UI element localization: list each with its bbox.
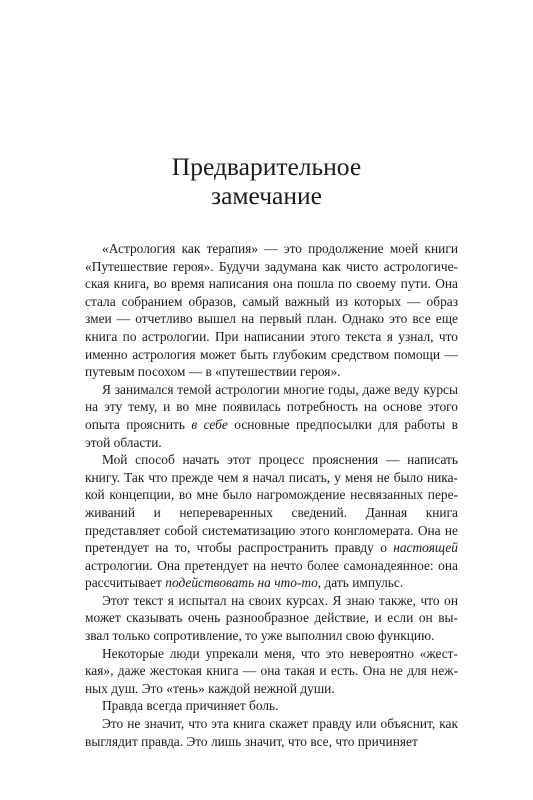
paragraph — [85, 381, 458, 451]
chapter-title-line-2: замечание — [211, 181, 322, 210]
paragraph — [85, 645, 458, 698]
text-run: астрологии. Она претендует на нечто более самонадеянное: она рассчитывает — [85, 557, 458, 591]
text-run: Правда всегда причиняет боль. — [102, 698, 279, 714]
text-run: Я занимался темой астрологии многие годы, даже веду курсы на эту тему, и во мне появилась потребность на основе этого опыта прояснить — [85, 381, 458, 432]
paragraph — [85, 715, 458, 750]
paragraph — [85, 697, 458, 715]
paragraph — [85, 592, 458, 645]
text-run: «Астрология как терапия» — это продолжение моей книги «Путешествие героя». Будучи задумана как чисто астрологическая книга, во время написания она пошла по своему пути. Она стала собранием образов, самый важный из которых — образ змеи — отчетливо вышел на первый план. Однако это все еще книга по астрологии. При написании этого текста я узнал, что именно астрология может быть глубоким средством помощи — путевым посохом — в «путешествии героя». — [85, 241, 458, 380]
text-run: основные предпосылки для работы в этой области. — [85, 416, 459, 450]
paragraph — [85, 451, 458, 592]
text-run: Некоторые люди упрекали меня, что это невероятно «жесткая», даже жестокая книга — она такая и есть. Она не для нежных душ. Это «тень» каждой нежной души. — [85, 645, 458, 696]
text-run: , дать импульс. — [317, 575, 404, 591]
chapter-title-line-1: Предварительное — [171, 152, 362, 181]
italic-text: в себе — [191, 416, 228, 432]
text-run: Этот текст я испытал на своих курсах. Я знаю также, что он может сказывать очень разнообразное действие, и если он вызвал только сопротивление, то уже выполнил свою функцию. — [85, 592, 458, 644]
body-text — [85, 240, 458, 750]
italic-text: настоящей — [393, 540, 458, 556]
chapter-title — [0, 152, 533, 210]
text-run: Мой способ начать этот процесс прояснения — написать книгу. Так что прежде чем я начал писать, у меня не было никакой концепции, во мне было нагромождение несвязанных переживаний и непереваренных сведений. Данная книга представляет собой систематизацию этого конгломерата. Она не претендует на то, чтобы распространить правду о — [85, 452, 458, 556]
paragraph — [85, 240, 458, 381]
text-run: Это не значит, что эта книга скажет правду или объяснит, как выглядит правда. Это лишь значит, что все, что причиняет — [85, 716, 458, 749]
italic-text: подействовать на что-то — [165, 575, 318, 591]
